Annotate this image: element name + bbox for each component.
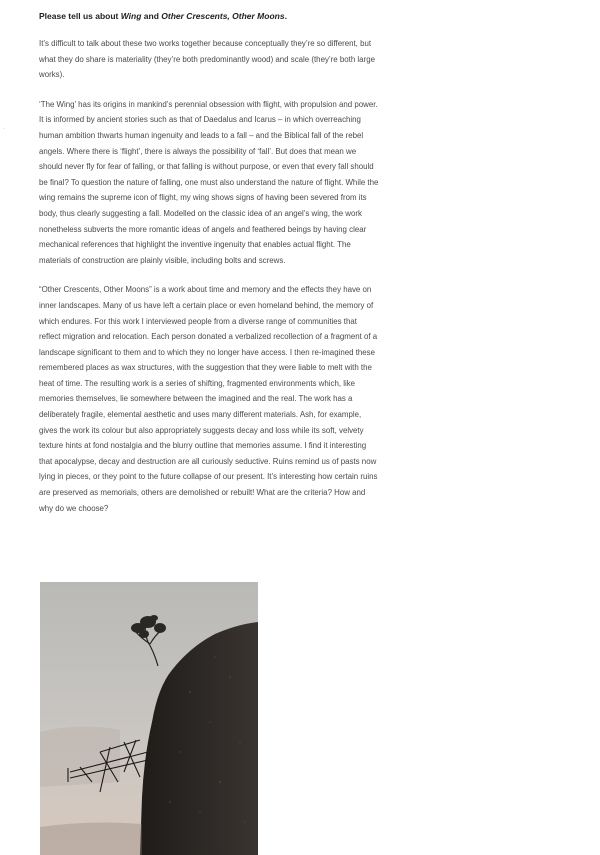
question-mid: and (141, 11, 162, 21)
question-work-title-wing: Wing (120, 11, 142, 21)
question-work-title-crescents: Other Crescents, Other Moons (161, 11, 285, 21)
artwork-photo (40, 582, 258, 855)
ground-haze (40, 823, 142, 855)
answer-paragraph-wing: ‘The Wing’ has its origins in mankind’s perennial obsession with flight, with propulsion and power. It is informed by ancient stories such as that of Daedalus and Icarus – in which overreaching human ambition thwarts human ingenuity and leads to a fall – and the Biblical fall of the rebel angels. Where there is ‘flight’, there is always the possibility of ‘fall’. But does that mean we should never fly for fear of falling, or that falling is without purpose, or even that every fall should be final? To question the nature of falling, one must also understand the nature of flight. While the wing remains the supreme icon of flight, my wing shows signs of having been severed from its body, thus clearly suggesting a fall. Modelled on the classic idea of an angel’s wing, the work nonetheless subverts the more romantic ideas of angels and feathered beings by having clear mechanical references that highlight the inventive ingenuity that enables actual flight. The materials of construction are plainly visible, including bolts and screws. (39, 99, 379, 265)
interview-article (39, 0, 379, 516)
answer-paragraph-crescents: “Other Crescents, Other Moons” is a work about time and memory and the effects they have on inner landscapes. Many of us have left a certain place or even homeland behind, the memory of which endures. For this work I interviewed people from a diverse range of communities that reflect migration and relocation. Each person donated a verbalized recollection of a fragment of a landscape significant to them and to which they no longer have access. I then re-imagined these remembered places as wax structures, with the suggestion that they were liable to melt with the heat of time. The resulting work is a series of shifting, fragmented environments which, like memories themselves, lie somewhere between the imagined and the real. The work has a deliberately fragile, elemental aesthetic and uses many different materials. Ash, for example, gives the work its colour but also appropriately suggests decay and loss while its soft, velvety texture hints at fond nostalgia and the blurry outline that memories assume. I find it interesting that apocalypse, decay and destruction are all curiously seductive. Ruins remind us of pasts now lying in pieces, or they point to the future collapse of our present. It’s interesting how certain ruins are preserved as memorials, others are demolished or rebuilt! What are the criteria? How and why do we choose? (39, 285, 378, 513)
interview-question (39, 10, 379, 22)
question-end: . (284, 11, 287, 21)
artwork-photo-image (40, 582, 258, 855)
question-lead: Please tell us about (39, 11, 121, 21)
margin-mark: · (3, 126, 5, 132)
answer-paragraph-materiality: It’s difficult to talk about these two works together because conceptually they’re so different, but what they do share is materiality (they’re both predominantly wood) and scale (they’re both large works). (39, 39, 375, 80)
